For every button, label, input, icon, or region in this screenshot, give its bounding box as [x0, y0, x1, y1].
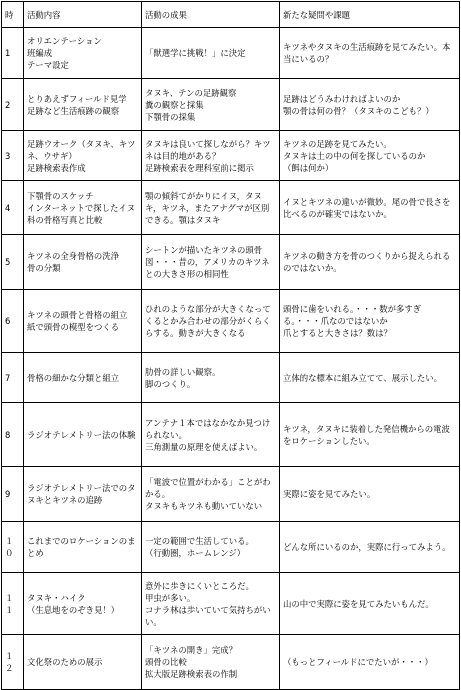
table-header: [2, 2, 460, 28]
row-number: 4: [2, 181, 24, 235]
table-row: [2, 131, 460, 181]
header-row: [2, 2, 460, 28]
activity-result: 「電波で位置がわかる」ことがわかる。 タヌキもキツネも動いていない: [142, 467, 280, 522]
table-row: [2, 403, 460, 467]
activity-result: シートンが描いたキツネの頭骨図・・・昔の，アメリカのキツネとの大きさ形の相同性: [142, 235, 280, 290]
row-number: 1: [2, 28, 24, 79]
header-no: 時: [2, 2, 24, 28]
new-question: キツネの動き方を骨のつくりから捉えられるのではないか。: [280, 235, 460, 290]
activity-result: タヌキ、テンの足跡観察 糞の観察と採集 下顎骨の採集: [142, 79, 280, 131]
row-number: 7: [2, 353, 24, 403]
table-row: [2, 235, 460, 290]
activity-result: 「獣選学に挑戦！」に決定: [142, 28, 280, 79]
new-question: イヌとキツネの違いが微妙。尾の骨で長さを比べるのが確実ではないか。: [280, 181, 460, 235]
activity-content: 文化祭のための展示: [24, 635, 142, 690]
row-number: 5: [2, 235, 24, 290]
activity-content: これまでのロケーションのまとめ: [24, 522, 142, 573]
activity-content: ラジオテレメトリー法の体験: [24, 403, 142, 467]
table-row: [2, 467, 460, 522]
table-row: [2, 635, 460, 690]
activity-result: 「キツネの開き」完成？ 頭骨の比較 拡大版足跡検索表の作制: [142, 635, 280, 690]
table-row: [2, 522, 460, 573]
row-number: １２: [2, 635, 24, 690]
activity-content: とりあえずフィールド見学 足跡など生活痕跡の観察: [24, 79, 142, 131]
table-row: [2, 79, 460, 131]
table-body: [2, 28, 460, 690]
table-row: [2, 573, 460, 635]
row-number: 8: [2, 403, 24, 467]
activity-content: 下顎骨のスケッチ インターネットで探したイヌ科の骨格写真と比較: [24, 181, 142, 235]
activity-result: タヌキは良いて探しながら？キツネは目的地がある？ 足跡検索表を理科室前に掲示: [142, 131, 280, 181]
row-number: １１: [2, 573, 24, 635]
row-number: 6: [2, 290, 24, 353]
new-question: キツネの足跡を見てみたい。 タヌキは土の中の何を探しているのか （餌は何か）: [280, 131, 460, 181]
activity-content: ラジオテレメトリー法でのタヌキとキツネの追跡: [24, 467, 142, 522]
table-row: [2, 181, 460, 235]
table-row: [2, 28, 460, 79]
activity-content: キツネの全身骨格の洗浄 骨の分類: [24, 235, 142, 290]
activity-table: [1, 1, 460, 690]
new-question: 足跡はどうみわければよいのか 顎の骨は何の骨？（タヌキのこども？）: [280, 79, 460, 131]
activity-content: タヌキ・ハイク （生息地をのぞき見！）: [24, 573, 142, 635]
new-question: キツネやタヌキの生活痕跡を見てみたい。本当にいるの？: [280, 28, 460, 79]
activity-content: オリエンテーション 班編成 テーマ設定: [24, 28, 142, 79]
new-question: どんな所にいるのか，実際に行ってみよう。: [280, 522, 460, 573]
new-question: 立体的な標本に組み立てて、展示したい。: [280, 353, 460, 403]
row-number: 3: [2, 131, 24, 181]
activity-result: 意外に歩きにくいところだ。 甲虫が多い。 コナラ林は歩いていて気持ちがいい。: [142, 573, 280, 635]
new-question: （もっとフィールドにでたいが・・・）: [280, 635, 460, 690]
activity-content: 骨格の細かな分類と組立: [24, 353, 142, 403]
activity-result: ひれのような部分が大きくなってくるとかみ合わせの部分がくらくらする。動きが大きくなる: [142, 290, 280, 353]
row-number: 2: [2, 79, 24, 131]
table-row: [2, 290, 460, 353]
row-number: 9: [2, 467, 24, 522]
new-question: 実際に姿を見てみたい。: [280, 467, 460, 522]
activity-result: 顎の傾斜てがかりにイヌ，タヌキ，キツネ，またアナグマが区別できる。顎はタヌキ: [142, 181, 280, 235]
activity-result: 肋骨の詳しい観察。 脚のつくり。: [142, 353, 280, 403]
new-question: 山の中で実際に姿を見てみたいもんだ。: [280, 573, 460, 635]
header-content: 活動内容: [24, 2, 142, 28]
row-number: １０: [2, 522, 24, 573]
activity-result: 一定の範囲で生活している。 （行動圏，ホームレンジ）: [142, 522, 280, 573]
table-row: [2, 353, 460, 403]
activity-content: 足跡ウオーク（タヌキ、キツネ、ウサギ） 足跡検索表作成: [24, 131, 142, 181]
new-question: キツネ，タヌキに装着した発信機からの電波をロケーションしたい。: [280, 403, 460, 467]
header-result: 活動の成果: [142, 2, 280, 28]
new-question: 頭骨に歯をいれる。・・・数が多すぎる。・・・爪なのではないか 爪とすると大きさは？数は？: [280, 290, 460, 353]
header-question: 新たな疑問や課題: [280, 2, 460, 28]
activity-content: キツネの頭骨と骨格の組立 紙で頭骨の模型をつくる: [24, 290, 142, 353]
activity-result: アンテナ１本ではなかなか見つけられない。 三角測量の原理を使えばよい。: [142, 403, 280, 467]
